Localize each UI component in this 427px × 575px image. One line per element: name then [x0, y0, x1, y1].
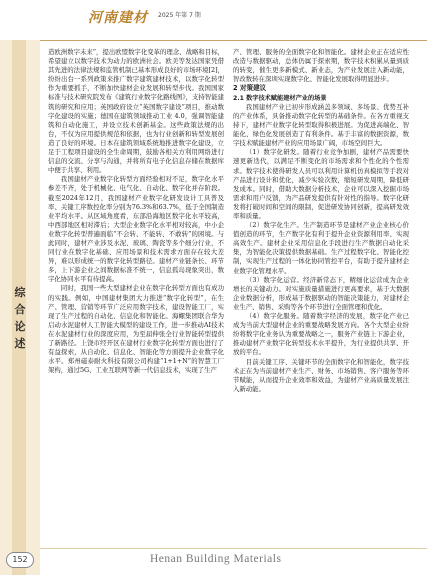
page-number: 152 — [6, 552, 34, 568]
section-char: 述 — [14, 337, 26, 350]
paragraph: （4）数字化服务。随着数字经济的发展，数字化产业已成为当前大型建材企业的重要战略发展方向。各个大型企业纷纷将数字化业务认为重要战略之一，服务产业链上下游企业，推动建材产业数字化转型技术水平提升，为行业提供共享、开放的平台。 — [233, 312, 409, 357]
paragraph: （2）数字化生产。生产制造环节是建材产业企业核心价值创造的环节，生产数字化有利于提升企业资源利用率、实现高效生产。建材企业采用信息化手段进行生产数据自动化采集，为智能化决策提供数据基础。生产过程数字化、智能化控制，实现生产过程的一体化协同管控平台，有助于提升建材企业数字化管理水平。 — [233, 221, 409, 275]
section-char: 综 — [14, 286, 26, 299]
section-label — [6, 284, 34, 352]
issue-label: 2025 年第 7 期 — [158, 12, 201, 19]
section-char: 合 — [14, 303, 26, 316]
section-heading: 2.1 数字技术赋能建材产业的场景 — [233, 94, 327, 102]
paragraph: 我国建材产业数字化转型方面经验相对不足，数字化水平参差不齐，处于机械化、电气化、自动化、数字化并存阶段。截至2024年12月，我国建材产业数字化研发设计工具普及率、关键工序数控化率分别为76.3%和63.7%，低于全国制造业平均水平。从区域角度看，东部沿海地区数字化水平较高，中西部地区相对滞后；大型企业数字化水平相对较高，中小企业数字化转型普遍面临“不会转、不能转、不敢转”的困境。与此同时，建材产业涉及水泥、玻璃、陶瓷等多个细分行业，不同行业在数字化基础、应用场景和技术需求方面存在较大差异，难以形成统一的数字化转型路径。建材产业链条长、环节多，上下游企业之间数据标准不统一，信息孤岛现象突出，数字化协同水平有待提高。 — [48, 175, 224, 284]
journal-title: 河南建材 — [88, 10, 148, 26]
section-char: 论 — [14, 320, 26, 333]
section-heading: 2 对策建议 — [233, 84, 267, 93]
paragraph: 同时，我国一些大型建材企业在数字化转型方面也有成功的实践。例如，中国建材集团大力推进“数字化转型”，在生产、管理、营销等环节广泛应用数字技术，建设智能工厂，实现了生产过程的自动化、信息化和智能化。海螺集团联合华为启动水泥建材人工智能大模型的建设工作，进一步推动AI技术在水泥建材行业的深度应用，为至届伸张全行业智能转型提供了新路径。上饶市经开区在建材行业数字化转型方面也进行了有益探索，从自动化、信息化、智能化等方面提升企业数字化水平。郑州磁泰耐火科技有限公司构建“1+1+N”的智慧工厂架构，通过5G、工业互联网等新一代信息技术，实现了生产 — [48, 284, 224, 375]
paragraph: 我国建材产业已初步形成涵盖多领域、多场景、优势互补的产业体系，具备推动数字化转型的基础条件。在各方重视支持下，建材产业数字化转型取得积极进展。为促进高端化、智能化、绿色化发展创造了有利条件。基于丰富的数据资源，数字技术赋能建材产业的应用场景广阔，市场空间巨大。 — [233, 102, 409, 148]
paragraph: 产、管理、服务的全面数字化和智能化。建材企业正在适应性改造与数据驱动，总体仍属于探索期，数字技术积累从量到质的转变，催生更多新模式、新业态，为产业发展注入新动能，智改数转在深圳实现数字化、智能化发展取得明显进步。 — [233, 48, 409, 84]
left-text-column — [48, 48, 224, 536]
paragraph: （1）数字化研发。随着行业竞争加剧，建材产品需要快速更新迭代，以满足不断变化的市场需求和个性化的个性需求。数字技术使得研发人员可以利用计算机仿真模拟等手段对产品进行设计和优化，减少实验次数，缩短研发周期，降低研发成本。同时，借助大数据分析技术，企业可以深入挖掘市场需求和用户反馈，为产品研发提供有针对性的指导。数字化研发将打破时间和空间的限制，促进研发协同创新，提高研发效率和质量。 — [233, 148, 409, 220]
right-text-column — [233, 48, 409, 536]
page-header — [0, 0, 427, 41]
paragraph: （3）数字化运营。经济新常态下，精细化运营成为企业增长的关键动力。对实施质量措施进行更高要求，基于大数据企业数据分析，形成基于数据驱动的智能决策能力，对建材企业生产、销售、采购等各个环节进行全面管理和优化。 — [233, 275, 409, 311]
paragraph: 目前关键工序、关键环节的全面数字化和智能化，数字技术正在为当前建材产业生产、财务、市场销售、客户服务等环节赋能，从而提升企业效率和效益，为建材产业高质量发展注入新动能。 — [233, 357, 409, 393]
paragraph: 造欧洲数字未来”，提出欧盟数字化变革的理念、战略和目标，希望建立以数字技术为动力的欧洲社会。欧美等发达国家凭借其先进的法律法规和监管机制已基本形成良好的市场环境[2]，纷纷出台一系列政策来推广数字建筑建材技术，以数字化转型作为重要抓手，不断加快建材企业发展和转型步伐。我国国家标准与技术研究院发布《建筑行业数字化路线图》，支持智能建筑的研究和应用；英国政府设立“英国数字建设”项目，推动数字化建设的实施；德国在建筑领域推动工业 4.0，强调智能建筑和自动化施工，并设立技术创新基金。这些政策法规的出台，不仅为应用提供规范和依据，也为行业创新和转型发展创造了良好的环境。日本在建筑领域系统地推进数字化建设，立足于工程项目建设的全生命周期，鼓励各相关方利用网络进行信息的交流、分享与沟通，并将所有电子化信息存储在数据库中便于共享、利用。 — [48, 48, 224, 175]
footer-divider — [40, 548, 427, 549]
footer-journal-name: Henan Building Materials — [150, 553, 282, 565]
